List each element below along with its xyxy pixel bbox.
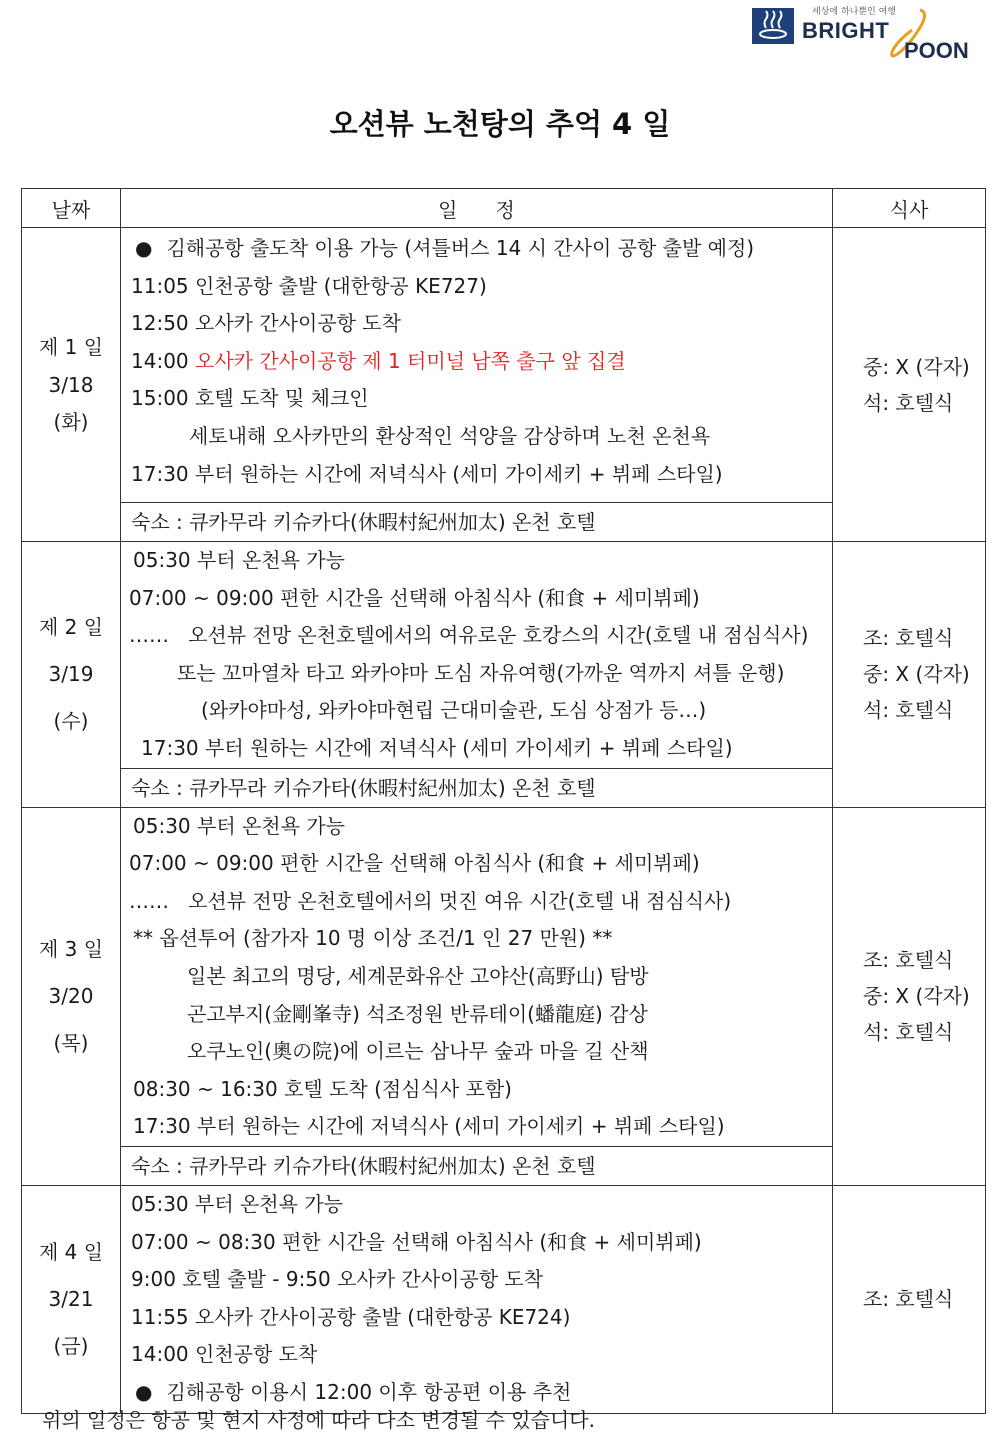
day-label: 제 2 일 <box>38 614 104 639</box>
schedule-line: …… 오션뷰 전망 온천호텔에서의 여유로운 호캉스의 시간(호텔 내 점심식사) <box>129 623 809 648</box>
meal-line: 중: X (각자) <box>863 662 970 687</box>
schedule-line: 14:00 인천공항 도착 <box>131 1342 318 1367</box>
day-weekday: (목) <box>53 1030 89 1055</box>
schedule-line: 07:00 ~ 08:30 편한 시간을 선택해 아침식사 (和食 + 세미뷔페) <box>131 1229 702 1254</box>
day-weekday: (수) <box>53 708 89 733</box>
schedule-line: 곤고부지(金剛峯寺) 석조정원 반류테이(蟠龍庭) 감상 <box>187 1001 648 1026</box>
meal-line: 조: 호텔식 <box>863 1287 954 1312</box>
schedule-line <box>131 343 832 381</box>
schedule-cell <box>121 228 833 503</box>
schedule-line: ● 김해공항 이용시 12:00 이후 항공편 이용 추천 <box>131 1374 832 1412</box>
schedule-line: ● 김해공항 출도착 이용 가능 (셔틀버스 14 시 간사이 공항 출발 예정) <box>131 230 832 268</box>
schedule-cell <box>121 1185 833 1413</box>
meal-cell <box>833 542 986 808</box>
header-schedule: 일 정 <box>121 189 833 228</box>
day-row <box>22 542 986 769</box>
day-date: 3/20 <box>48 983 94 1008</box>
stay-text: 숙소 : 큐카무라 키슈가타(休暇村紀州加太) 온천 호텔 <box>131 1153 596 1178</box>
day-row <box>22 1185 986 1413</box>
meal-line: 조: 호텔식 <box>863 948 954 973</box>
schedule-line: 07:00 ~ 09:00 편한 시간을 선택해 아침식사 (和食 + 세미뷔페) <box>129 851 700 876</box>
stay-text: 숙소 : 큐카무라 키슈카다(休暇村紀州加太) 온천 호텔 <box>131 510 596 534</box>
brand-name-poon: POON <box>904 38 969 63</box>
brand-name-bright: BRIGHT <box>802 18 890 43</box>
day-label: 제 3 일 <box>38 936 104 961</box>
meeting-time: 14:00 <box>131 348 195 373</box>
day-cell <box>22 228 121 542</box>
schedule-line: 일본 최고의 명당, 세계문화유산 고야산(高野山) 탐방 <box>187 963 649 988</box>
schedule-line: 05:30 부터 온천욕 가능 <box>133 813 345 838</box>
schedule-line: 05:30 부터 온천욕 가능 <box>131 1191 343 1216</box>
schedule-line: 15:00 호텔 도착 및 체크인 <box>131 386 369 411</box>
day-weekday: (금) <box>53 1333 89 1358</box>
schedule-line: 17:30 부터 원하는 시간에 저녁식사 (세미 가이세키 + 뷔페 스타일) <box>131 461 723 486</box>
schedule-line: …… 오션뷰 전망 온천호텔에서의 멋진 여유 시간(호텔 내 점심식사) <box>129 888 732 913</box>
schedule-line: ** 옵션투어 (참가자 10 명 이상 조건/1 인 27 만원) ** <box>133 926 613 951</box>
stay-text: 숙소 : 큐카무라 키슈가타(休暇村紀州加太) 온천 호텔 <box>131 775 596 800</box>
day-cell <box>22 1185 121 1413</box>
meal-cell <box>833 228 986 542</box>
meal-line: 중: X (각자) <box>863 984 970 1009</box>
schedule-cell <box>121 542 833 769</box>
header-date: 날짜 <box>22 189 121 228</box>
day-cell <box>22 542 121 808</box>
day-date: 3/19 <box>48 661 94 686</box>
page-title: 오션뷰 노천탕의 추억 4 일 <box>329 107 671 141</box>
day-label: 제 1 일 <box>38 334 104 359</box>
schedule-line: 오쿠노인(奧の院)에 이르는 삼나무 숲과 마을 길 산책 <box>187 1039 649 1064</box>
schedule-line: 07:00 ~ 09:00 편한 시간을 선택해 아침식사 (和食 + 세미뷔페) <box>129 585 700 610</box>
meeting-point-highlight: 오사카 간사이공항 제 1 터미널 남쪽 출구 앞 집결 <box>195 348 626 373</box>
day-date: 3/18 <box>48 372 94 397</box>
meal-line: 조: 호텔식 <box>863 626 954 651</box>
day-date: 3/21 <box>48 1286 94 1311</box>
meal-line: 중: X (각자) <box>863 354 970 379</box>
schedule-line: 17:30 부터 원하는 시간에 저녁식사 (세미 가이세키 + 뷔페 스타일) <box>141 735 733 760</box>
table-header-row <box>22 189 986 228</box>
stay-cell <box>121 768 833 807</box>
day-cell <box>22 807 121 1185</box>
footnote: 위의 일정은 항공 및 현지 사정에 따라 다소 변경될 수 있습니다. <box>42 1408 595 1432</box>
schedule-line: 17:30 부터 원하는 시간에 저녁식사 (세미 가이세키 + 뷔페 스타일) <box>133 1114 725 1139</box>
schedule-line: 11:55 오사카 간사이공항 출발 (대한항공 KE724) <box>131 1304 571 1329</box>
hot-spring-icon <box>752 8 794 44</box>
schedule-line: 05:30 부터 온천욕 가능 <box>133 548 345 572</box>
day-row <box>22 807 986 1146</box>
meal-line: 석: 호텔식 <box>863 1020 954 1045</box>
schedule-line: 12:50 오사카 간사이공항 도착 <box>131 311 401 336</box>
day-label: 제 4 일 <box>38 1239 104 1264</box>
brand-tagline: 세상에 하나뿐인 여행 <box>812 7 896 17</box>
schedule-line: 9:00 호텔 출발 - 9:50 오사카 간사이공항 도착 <box>131 1267 544 1292</box>
day-row <box>22 228 986 503</box>
schedule-line: 또는 꼬마열차 타고 와카야마 도심 자유여행(가까운 역까지 셔틀 운행) <box>177 660 785 685</box>
header-meal: 식사 <box>833 189 986 228</box>
meal-line: 석: 호텔식 <box>863 698 954 723</box>
schedule-line: 11:05 인천공항 출발 (대한항공 KE727) <box>131 273 487 298</box>
day-weekday: (화) <box>53 409 89 434</box>
meal-cell <box>833 807 986 1185</box>
itinerary-table <box>21 188 986 1414</box>
stay-cell <box>121 1146 833 1185</box>
stay-cell <box>121 503 833 542</box>
schedule-cell <box>121 807 833 1146</box>
schedule-line: (와카야마성, 와카야마현립 근대미술관, 도심 상점가 등…) <box>201 698 707 723</box>
meal-cell <box>833 1185 986 1413</box>
schedule-line: 08:30 ~ 16:30 호텔 도착 (점심식사 포함) <box>133 1076 512 1101</box>
meal-line: 석: 호텔식 <box>863 390 954 415</box>
schedule-line: 세토내해 오사카만의 환상적인 석양을 감상하며 노천 온천욕 <box>189 423 711 448</box>
brand-logo <box>752 4 984 63</box>
